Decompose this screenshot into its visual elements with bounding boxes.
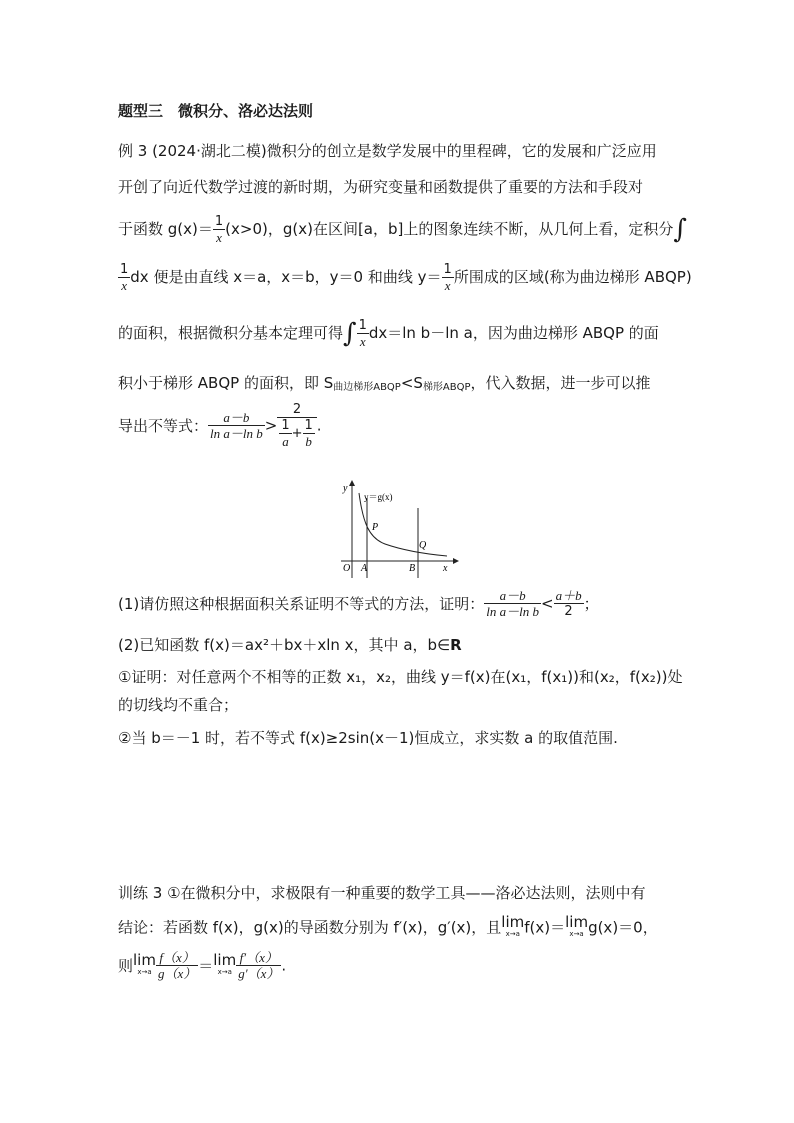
question-2: (2)已知函数 f(x)＝ax²＋bx＋xln x，其中 a，b∈R (118, 636, 462, 654)
integral-sign: ∫ (343, 318, 357, 349)
example-line-2: 开创了向近代数学过渡的新时期，为研究变量和函数提供了重要的方法和手段对 (118, 178, 644, 196)
y-axis-label: y (343, 483, 348, 494)
origin-label: O (343, 563, 351, 574)
example-line-7: 导出不等式： $\frac{a-b}{\text{ln a－ln b}}$ > 2 $\frac{1}{a}$ + $\frac{1}{b}$ . (118, 402, 322, 449)
limit-operator: lim x→a (133, 950, 156, 976)
limit-operator: lim x→a (213, 950, 237, 976)
section-heading: 题型三 微积分、洛必达法则 (118, 102, 314, 120)
question-2-part-2: ②当 b＝－1 时，若不等式 f(x)≥2sin(x－1)恒成立，求实数 a 的取值范围. (118, 729, 618, 747)
training-line-2: 结论：若函数 f(x)，g(x)的导函数分别为 f′(x)，g′(x)，且lim x→a f(x)＝lim x→a g(x)＝0， (118, 913, 658, 938)
question-2-part-1-line-1: ①证明：对任意两个不相等的正数 x₁，x₂，曲线 y＝f(x)在(x₁，f(x₁))和(x₂，f(x₂))处 (118, 668, 683, 686)
fraction-fprime-over-gprime: $\frac{f'(x)}{g'(x)}$ (238, 950, 280, 981)
fraction-1-over-x: $\frac{1}{x}$ (120, 262, 129, 293)
integral-sign: ∫ (673, 214, 687, 245)
training-line-1: 训练 3 ①在微积分中，求极限有一种重要的数学工具——洛必达法则，法则中有 (118, 884, 646, 902)
curve-label: y＝g(x) (364, 492, 393, 502)
q1-fraction-rhs: $\frac{a+b}{2}$ (555, 588, 582, 619)
y-axis-arrow (349, 480, 355, 486)
fraction-f-over-g: $\frac{f(x)}{g(x)}$ (157, 950, 197, 981)
point-a-label: A (361, 563, 368, 574)
fraction-1-over-x: $\frac{1}{x}$ (214, 214, 224, 245)
example-line-5: 的面积，根据微积分基本定理可得∫ $\frac{1}{x}$ dx＝ln b－ln a，因为曲边梯形 ABQP 的面 (118, 318, 659, 349)
x-axis-arrow (453, 558, 459, 564)
training-line-3: 则lim x→a $\frac{f(x)}{g(x)}$ ＝lim x→a $\frac{f'(x)}{g'(x)}$ . (118, 950, 287, 981)
fraction-lhs: $\frac{a-b}{\text{ln a－ln b}}$ (210, 410, 263, 441)
question-2-part-1-line-2: 的切线均不重合； (118, 696, 239, 714)
example-line-6: 积小于梯形 ABQP 的面积，即 S曲边梯形ABQP<S梯形ABQP，代入数据，进一步可以推 (118, 374, 651, 393)
example-line-3: 于函数 g(x)＝ $\frac{1}{x}$ (x>0)，g(x)在区间[a，b]上的图象连续不断，从几何上看，定积分∫ (118, 214, 687, 245)
point-q-label: Q (419, 540, 427, 551)
fraction-1-over-x: $\frac{1}{x}$ (358, 318, 367, 349)
point-p-label: P (372, 522, 379, 533)
fraction-rhs: 2 $\frac{1}{a}$ + $\frac{1}{b}$ (277, 402, 316, 449)
point-b-label: B (409, 563, 416, 574)
question-1: (1)请仿照这种根据面积关系证明不等式的方法，证明： $\frac{a-b}{\text{ln a－ln b}}$ < $\frac{a+b}{2}$ ； (118, 588, 599, 619)
limit-operator: lim x→a (565, 913, 589, 938)
example-line-4: $\frac{1}{x}$ dx 便是由直线 x＝a，x＝b，y＝0 和曲线 y＝ $\frac{1}{x}$ 所围成的区域(称为曲边梯形 ABQP) (120, 262, 692, 293)
example-line-1: 例 3 (2024·湖北二模)微积分的创立是数学发展中的里程碑，它的发展和广泛应用 (118, 142, 657, 160)
fraction-1-over-x: $\frac{1}{x}$ (443, 262, 452, 293)
curve-figure (335, 478, 460, 583)
q1-fraction-lhs: $\frac{a-b}{\text{ln a－ln b}}$ (486, 588, 539, 619)
x-axis-label: x (443, 563, 448, 574)
limit-operator: lim x→a (501, 913, 525, 938)
